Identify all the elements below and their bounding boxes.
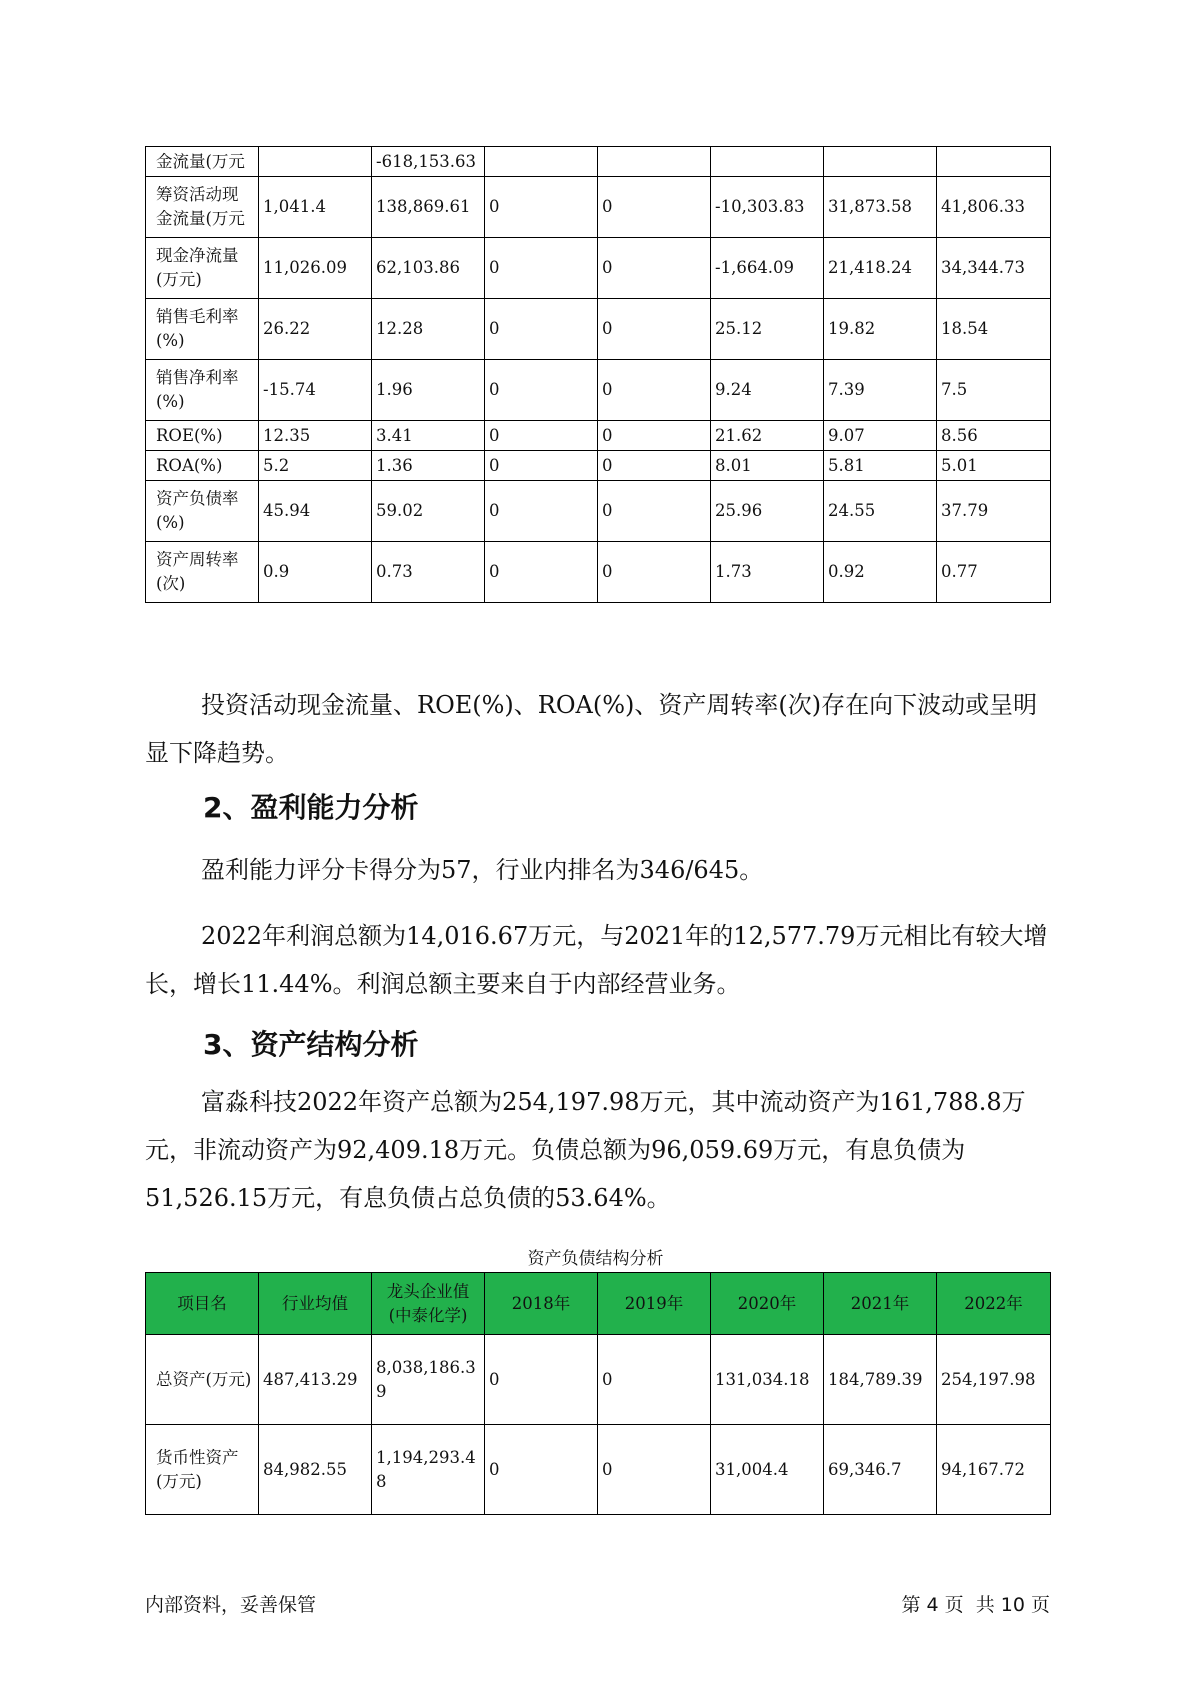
table-cell: 69,346.7: [824, 1425, 937, 1515]
section-heading-asset-structure: 3、资产结构分析: [203, 1028, 419, 1061]
table-cell: 11,026.09: [259, 238, 372, 299]
table-cell: 138,869.61: [372, 177, 485, 238]
table-cell: 0: [485, 451, 598, 481]
table-cell: 0.9: [259, 542, 372, 603]
table-cell: 0: [598, 1425, 711, 1515]
table-cell: [937, 147, 1051, 177]
table-cell: 3.41: [372, 421, 485, 451]
row-label-cell: 筹资活动现金流量(万元: [146, 177, 259, 238]
row-label-cell: ROE(%): [146, 421, 259, 451]
table-cell: 131,034.18: [711, 1335, 824, 1425]
footer-confidential-note: 内部资料，妥善保管: [145, 1594, 317, 1616]
table-cell: 12.28: [372, 299, 485, 360]
table-cell: [485, 147, 598, 177]
table-cell: [598, 147, 711, 177]
table-cell: 0: [485, 360, 598, 421]
row-label-cell: 资产负债率(%): [146, 481, 259, 542]
table-cell: 0: [485, 238, 598, 299]
table-cell: -618,153.63: [372, 147, 485, 177]
footer-page-number: 第 4 页 共 10 页: [901, 1594, 1050, 1616]
table-cell: 184,789.39: [824, 1335, 937, 1425]
table-cell: 12.35: [259, 421, 372, 451]
financial-indicators-table: [145, 146, 1051, 603]
table-cell: 5.81: [824, 451, 937, 481]
table-cell: 94,167.72: [937, 1425, 1051, 1515]
profit-total-paragraph: 2022年利润总额为14,016.67万元，与2021年的12,577.79万元相比有较大增长，增长11.44%。利润总额主要来自于内部经营业务。: [145, 922, 1048, 998]
column-header: 龙头企业值(中泰化学): [372, 1273, 485, 1335]
table-cell: 25.12: [711, 299, 824, 360]
table-cell: 0: [598, 481, 711, 542]
table-cell: 0: [598, 299, 711, 360]
column-header: 2021年: [824, 1273, 937, 1335]
row-label-cell: 资产周转率(次): [146, 542, 259, 603]
table-cell: -15.74: [259, 360, 372, 421]
asset-structure-paragraph: 富淼科技2022年资产总额为254,197.98万元，其中流动资产为161,788.8万元，非流动资产为92,409.18万元。负债总额为96,059.69万元，有息负债为51,526.15万元，有息负债占总负债的53.64%。: [145, 1088, 1026, 1212]
table-cell: 25.96: [711, 481, 824, 542]
table-cell: 0: [598, 1335, 711, 1425]
table-cell: 84,982.55: [259, 1425, 372, 1515]
table-cell: 0: [485, 421, 598, 451]
column-header: 2020年: [711, 1273, 824, 1335]
table-cell: 0.73: [372, 542, 485, 603]
table-cell: 37.79: [937, 481, 1051, 542]
table-cell: 5.01: [937, 451, 1051, 481]
table-cell: 0: [485, 177, 598, 238]
table-cell: [824, 147, 937, 177]
table-header-row: [146, 1273, 1051, 1335]
table-cell: 62,103.86: [372, 238, 485, 299]
table-cell: 0: [598, 177, 711, 238]
table-row: [146, 421, 1051, 451]
row-label-cell: ROA(%): [146, 451, 259, 481]
table-cell: 0: [598, 421, 711, 451]
table-cell: 5.2: [259, 451, 372, 481]
profitability-score-paragraph: 盈利能力评分卡得分为57，行业内排名为346/645。: [201, 856, 764, 884]
table-cell: 26.22: [259, 299, 372, 360]
table-cell: 8.56: [937, 421, 1051, 451]
table-cell: 7.39: [824, 360, 937, 421]
table-cell: 31,873.58: [824, 177, 937, 238]
table-row: [146, 1425, 1051, 1515]
column-header: 行业均值: [259, 1273, 372, 1335]
table-row: [146, 451, 1051, 481]
table-row: [146, 147, 1051, 177]
table-cell: 254,197.98: [937, 1335, 1051, 1425]
asset-liability-table: [145, 1272, 1051, 1515]
table-cell: 0.77: [937, 542, 1051, 603]
table-cell: -10,303.83: [711, 177, 824, 238]
table-cell: 1.96: [372, 360, 485, 421]
column-header: 2018年: [485, 1273, 598, 1335]
row-label-cell: 总资产(万元): [146, 1335, 259, 1425]
table-cell: 19.82: [824, 299, 937, 360]
table-cell: 45.94: [259, 481, 372, 542]
table-row: [146, 481, 1051, 542]
table-cell: 31,004.4: [711, 1425, 824, 1515]
column-header: 2019年: [598, 1273, 711, 1335]
row-label-cell: 货币性资产(万元): [146, 1425, 259, 1515]
table-cell: 0: [485, 299, 598, 360]
table-cell: 59.02: [372, 481, 485, 542]
table-cell: 9.07: [824, 421, 937, 451]
table-cell: 41,806.33: [937, 177, 1051, 238]
table-cell: 8.01: [711, 451, 824, 481]
table-cell: 18.54: [937, 299, 1051, 360]
table-cell: 34,344.73: [937, 238, 1051, 299]
row-label-cell: 销售毛利率(%): [146, 299, 259, 360]
table-row: [146, 238, 1051, 299]
section-heading-profitability: 2、盈利能力分析: [203, 791, 419, 824]
table-cell: [711, 147, 824, 177]
table-cell: 1.73: [711, 542, 824, 603]
table-cell: 8,038,186.39: [372, 1335, 485, 1425]
table-cell: -1,664.09: [711, 238, 824, 299]
table-cell: 9.24: [711, 360, 824, 421]
table-row: [146, 360, 1051, 421]
table-row: [146, 542, 1051, 603]
trend-paragraph: 投资活动现金流量、ROE(%)、ROA(%)、资产周转率(次)存在向下波动或呈明显下降趋势。: [145, 691, 1038, 767]
column-header: 2022年: [937, 1273, 1051, 1335]
table-row: [146, 299, 1051, 360]
table-cell: 0: [598, 451, 711, 481]
table-cell: 0: [485, 481, 598, 542]
table-row: [146, 1335, 1051, 1425]
table-cell: 7.5: [937, 360, 1051, 421]
table-cell: 487,413.29: [259, 1335, 372, 1425]
row-label-cell: 金流量(万元: [146, 147, 259, 177]
table-cell: 21.62: [711, 421, 824, 451]
table-cell: 1,194,293.48: [372, 1425, 485, 1515]
table-cell: 0: [598, 360, 711, 421]
table-cell: [259, 147, 372, 177]
row-label-cell: 现金净流量(万元): [146, 238, 259, 299]
table-cell: 0: [485, 1425, 598, 1515]
column-header: 项目名: [146, 1273, 259, 1335]
table-cell: 0: [485, 542, 598, 603]
table-cell: 0.92: [824, 542, 937, 603]
table-caption: 资产负债结构分析: [527, 1249, 664, 1269]
table-cell: 1,041.4: [259, 177, 372, 238]
table-cell: 0: [485, 1335, 598, 1425]
table-cell: 24.55: [824, 481, 937, 542]
table-cell: 1.36: [372, 451, 485, 481]
table-row: [146, 177, 1051, 238]
table-cell: 21,418.24: [824, 238, 937, 299]
table-cell: 0: [598, 238, 711, 299]
table-cell: 0: [598, 542, 711, 603]
row-label-cell: 销售净利率(%): [146, 360, 259, 421]
